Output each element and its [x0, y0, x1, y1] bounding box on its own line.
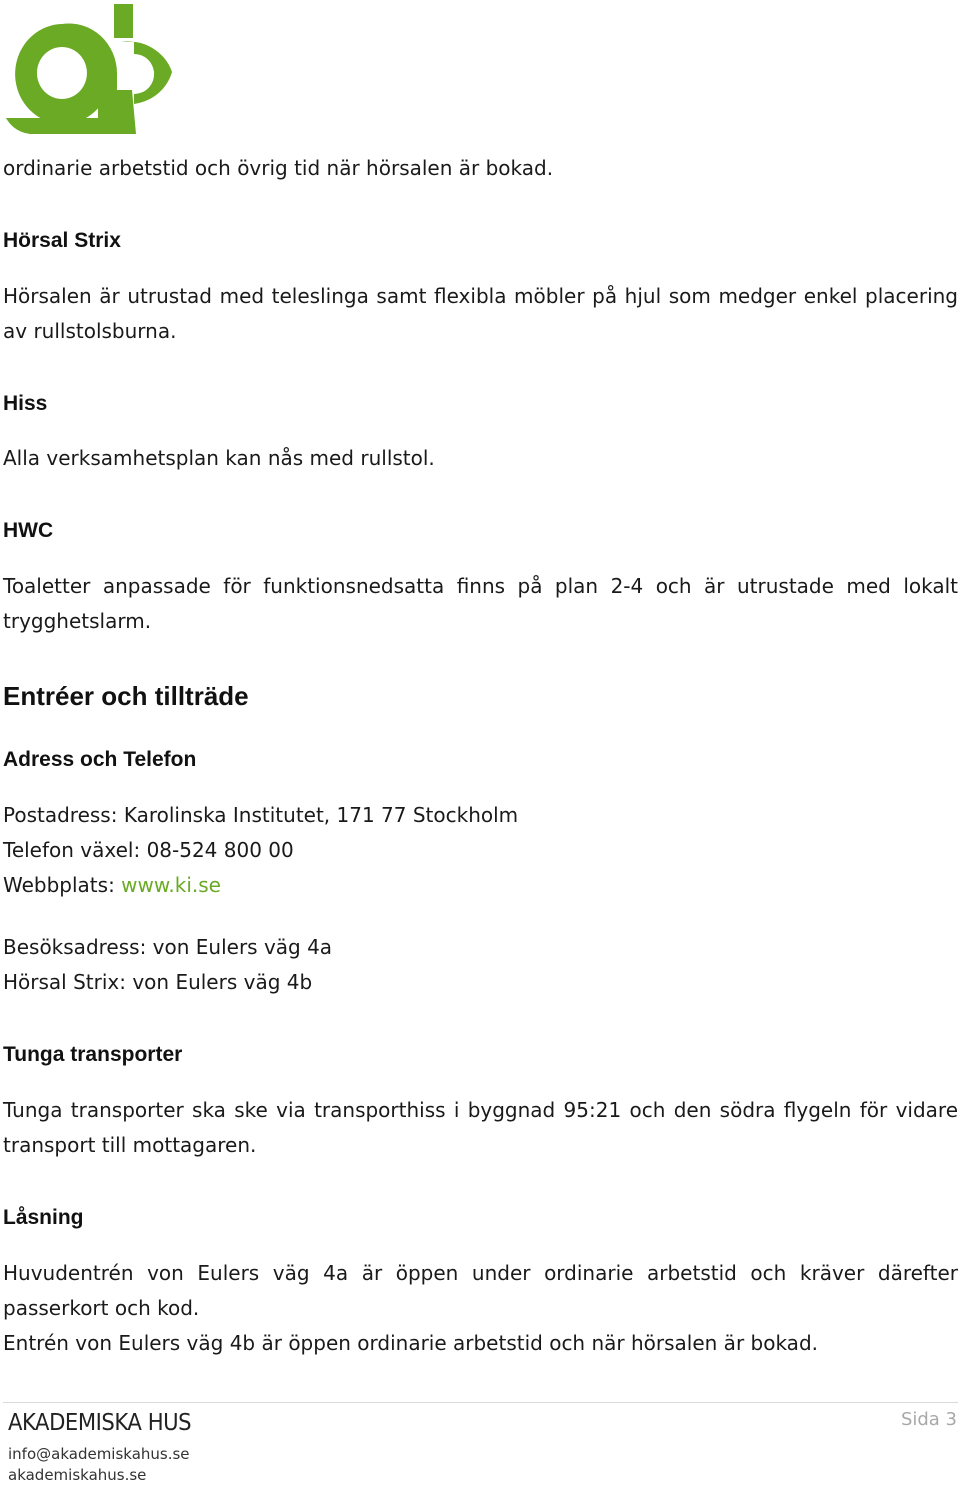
horsal-text: Hörsalen är utrustad med teleslinga samt flexibla möbler på hjul som medger enkel placering av rullstolsburna. — [3, 284, 958, 343]
postal-address: Postadress: Karolinska Institutet, 171 77 Stockholm — [3, 803, 519, 827]
akademiska-hus-logo-icon — [2, 2, 174, 134]
website-line — [3, 868, 958, 903]
website-label: Webbplats: — [3, 873, 122, 897]
lasning-text-2: Entrén von Eulers väg 4b är öppen ordinarie arbetstid och när hörsalen är bokad. — [3, 1331, 818, 1355]
strix-address: Hörsal Strix: von Eulers väg 4b — [3, 970, 313, 994]
intro-text: ordinarie arbetstid och övrig tid när hörsalen är bokad. — [3, 156, 554, 180]
visit-address: Besöksadress: von Eulers väg 4a — [3, 935, 333, 959]
address-block — [3, 798, 958, 903]
hiss-text: Alla verksamhetsplan kan nås med rullstol. — [3, 446, 435, 470]
tunga-text: Tunga transporter ska ske via transporthiss i byggnad 95:21 och den södra flygeln för vidare transport till mottagaren. — [3, 1098, 958, 1157]
address-heading: Adress och Telefon — [3, 748, 197, 771]
footer-divider — [3, 1402, 958, 1403]
hwc-heading: HWC — [3, 519, 54, 542]
hiss-heading: Hiss — [3, 392, 48, 415]
hwc-text: Toaletter anpassade för funktionsnedsatta finns på plan 2-4 och är utrustade med lokalt trygghetslarm. — [3, 574, 958, 633]
footer-website[interactable]: akademiskahus.se — [8, 1466, 147, 1484]
entreer-heading: Entréer och tillträde — [3, 681, 249, 711]
website-link[interactable]: www.ki.se — [121, 873, 221, 897]
footer-email[interactable]: info@akademiskahus.se — [8, 1445, 190, 1463]
tunga-heading: Tunga transporter — [3, 1043, 183, 1066]
lasning-heading: Låsning — [3, 1206, 84, 1229]
horsal-heading: Hörsal Strix — [3, 229, 121, 252]
phone-number: Telefon växel: 08-524 800 00 — [3, 838, 294, 862]
page-number: Sida 3 — [900, 1409, 957, 1430]
footer-brand: AKADEMISKA HUS — [8, 1410, 192, 1436]
lasning-text-1: Huvudentrén von Eulers väg 4a är öppen under ordinarie arbetstid och kräver därefter passerkort och kod. — [3, 1261, 958, 1320]
visit-block — [3, 930, 958, 1000]
